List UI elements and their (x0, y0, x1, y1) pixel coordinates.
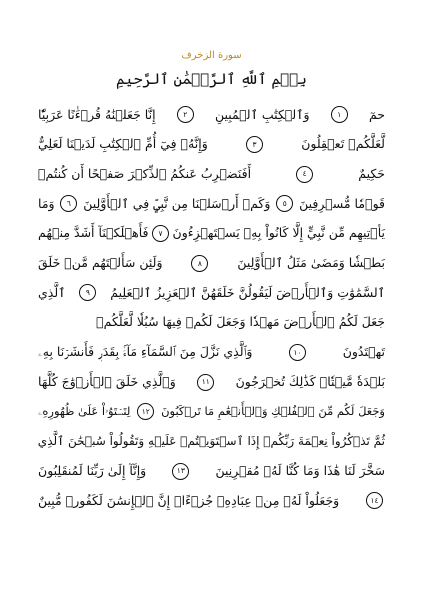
text-line (38, 130, 385, 160)
verse-text: تَهۡتَدُونَ (342, 344, 385, 360)
text-line (38, 397, 385, 427)
verse-text: وَمَا (38, 195, 55, 211)
verse-text: يَأۡتِيهِم مِّن نَّبِيٍّ إِلَّا كَانُواْ بِهِۦ يَسۡتَهۡزِءُونَ (172, 225, 385, 241)
verse-text: حَكِيمٌ (358, 165, 385, 181)
verse-text: وَجَعَلَ لَكُم مِّنَ ٱلۡفُلۡكِ وَٱلۡأَنۡعَٰمِ مَا تَرۡكَبُونَ (161, 403, 385, 418)
text-line (38, 189, 385, 219)
ayah-number-marker: ٦ (60, 195, 77, 212)
text-line (38, 456, 385, 486)
verse-text: ثُمَّ تَذۡكُرُواْ نِعۡمَةَ رَبِّكُمۡ إِذَا ٱسۡتَوَيۡتُمۡ عَلَيۡهِ وَتَقُولُواْ سُبۡحَٰنَ ٱلَّذِي (37, 434, 385, 449)
verse-text: جَعَلَ لَكُمُ ٱلۡأَرۡضَ مَهۡدٗا وَجَعَلَ لَكُمۡ فِيهَا سُبُلٗا لَّعَلَّكُمۡ (96, 314, 385, 330)
ayah-number-marker: ١ (331, 106, 348, 123)
text-line (38, 100, 385, 130)
text-line (38, 486, 385, 516)
ayah-number-marker: ٧ (152, 225, 169, 242)
text-line (38, 367, 385, 397)
verse-text: قَوۡمٗا مُّسۡرِفِينَ (299, 195, 385, 211)
verse-text: وَإِنَّهُۥ فِيٓ أُمِّ ٱلۡكِتَٰبِ لَدَيۡنَا لَعَلِيٌّ (38, 136, 208, 152)
verse-text: أَفَنَضۡرِبُ عَنكُمُ ٱلذِّكۡرَ صَفۡحًا أَن كُنتُمۡ (38, 165, 252, 181)
ayah-number-marker: ٩ (79, 284, 96, 301)
verse-text: وَٱلَّذِي نَزَّلَ مِنَ ٱلسَّمَآءِ مَآءَۢ بِقَدَرٖ فَأَنشَرۡنَا بِهِۦ (38, 344, 253, 360)
verse-text: لَّعَلَّكُمۡ تَعۡقِلُونَ (301, 136, 385, 152)
verse-text: وَإِنَّآ إِلَىٰ رَبِّنَا لَمُنقَلِبُونَ (38, 462, 147, 478)
verse-text: ٱلسَّمَٰوَٰتِ وَٱلۡأَرۡضَ لَيَقُولُنَّ خَلَقَهُنَّ ٱلۡعَزِيزُ ٱلۡعَلِيمُ (110, 284, 385, 300)
verse-text: حمٓ (368, 106, 385, 122)
ayah-number-marker: ١١ (197, 374, 214, 391)
verse-text: إِنَّا جَعَلۡنَٰهُ قُرۡءَٰنًا عَرَبِيّٗا (38, 106, 156, 122)
ayah-number-marker: ٢ (177, 106, 194, 123)
surah-header: سورة الزخرف (181, 50, 242, 61)
verse-text: وَٱلۡكِتَٰبِ ٱلۡمُبِينِ (215, 106, 310, 122)
text-line (38, 159, 385, 189)
verse-text: بَطۡشٗا وَمَضَىٰ مَثَلُ ٱلۡأَوَّلِينَ (237, 255, 385, 271)
verse-text: وَٱلَّذِي خَلَقَ ٱلۡأَزۡوَٰجَ كُلَّهَا (38, 373, 176, 389)
quran-text-body (38, 100, 385, 516)
verse-text: فَأَهۡلَكۡنَآ أَشَدَّ مِنۡهُم (38, 225, 149, 241)
ayah-number-marker: ٥ (276, 195, 293, 212)
ayah-number-marker: ٨ (191, 255, 208, 272)
ayah-number-marker: ٤ (296, 166, 313, 183)
ayah-number-marker: ١٤ (366, 492, 383, 509)
verse-text: وَكَمۡ أَرۡسَلۡنَا مِن نَّبِيّٖ فِي ٱلۡأَوَّلِينَ (83, 195, 271, 211)
verse-text: وَلَئِن سَأَلۡتَهُم مَّنۡ خَلَقَ (38, 255, 163, 271)
verse-text: سَخَّرَ لَنَا هَٰذَا وَمَا كُنَّا لَهُۥ مُقۡرِنِينَ (215, 462, 385, 478)
text-line (38, 219, 385, 249)
verse-text: لِتَسۡتَوُۥاْ عَلَىٰ ظُهُورِهِۦ (38, 403, 131, 418)
ayah-number-marker: ١٠ (289, 344, 306, 361)
ayah-number-marker: ١٢ (137, 403, 154, 420)
verse-text: بَلۡدَةٗ مَّيۡتٗاۚ كَذَٰلِكَ تُخۡرَجُونَ (235, 373, 385, 389)
verse-text: وَجَعَلُواْ لَهُۥ مِنۡ عِبَادِهِۦ جُزۡءًاۚ إِنَّ ٱلۡإِنسَٰنَ لَكَفُورٞ مُّبِينٌ (38, 492, 340, 508)
text-line (38, 427, 385, 457)
text-line (38, 308, 385, 338)
text-line (38, 278, 385, 308)
ayah-number-marker: ١٣ (172, 463, 189, 480)
ayah-number-marker: ٣ (246, 136, 263, 153)
verse-text: ٱلَّذِي (38, 284, 66, 300)
text-line (38, 338, 385, 368)
basmala: بِسۡمِ ٱللَّهِ ٱلرَّحۡمَٰنِ ٱلرَّحِيمِ (116, 70, 307, 88)
text-line (38, 248, 385, 278)
